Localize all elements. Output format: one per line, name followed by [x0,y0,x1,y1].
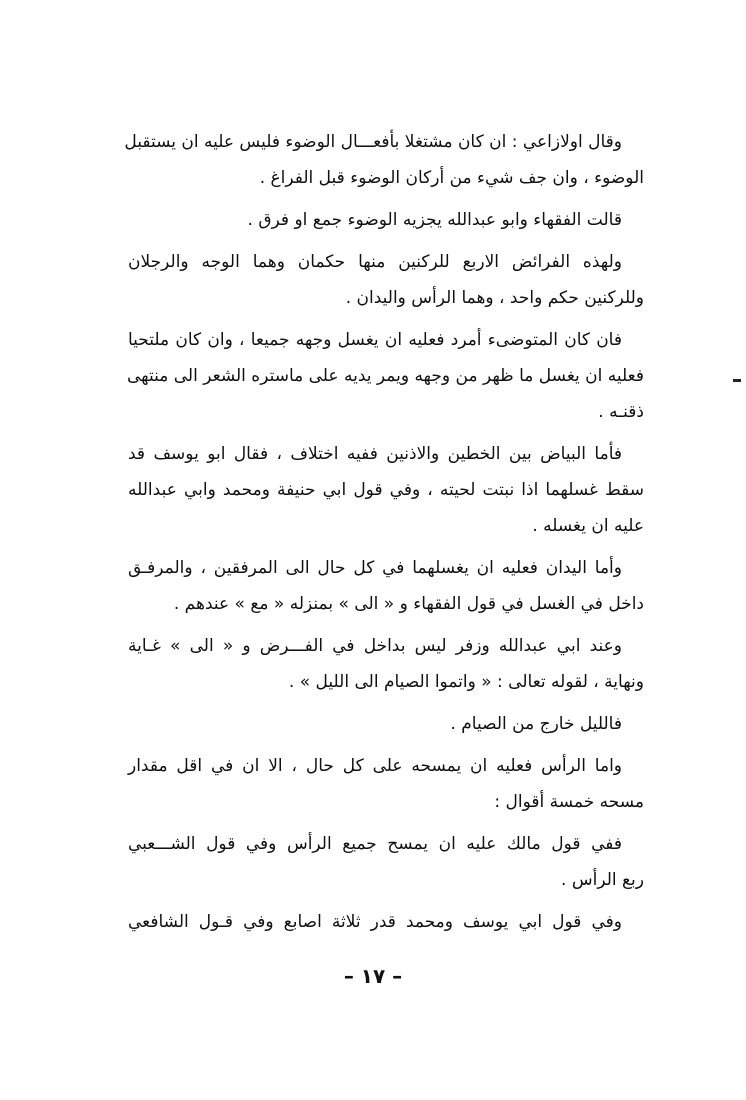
text-line: وللركنين حكم واحد ، وهما الرأس واليدان . [345,288,644,308]
text-line: سقط غسلهما اذا نبتت لحيته ، وفي قول ابي حنيفة ومحمد وابي عبدالله [128,480,644,500]
text-line: فان كان المتوضىء أمرد فعليه ان يغسل وجهه جميعا ، وان كان ملتحيا [128,330,622,350]
body-text [124,124,644,940]
text-line: ولهذه الفرائض الاربع للركنين منها حكمان وهما الوجه والرجلان [128,252,622,272]
text-line: قالت الفقهاء وابو عبدالله يجزيه الوضوء جمع او فرق . [247,210,622,230]
text-line: مسحه خمسة أقوال : [494,792,644,812]
text-line: ونهاية ، لقوله تعالى : « واتموا الصيام الى الليل » . [288,672,644,692]
text-line: داخل في الغسل في قول الفقهاء و « الى » بمنزله « مع » عندهم . [173,594,644,614]
text-line: واما الرأس فعليه ان يمسحه على كل حال ، الا ان في اقل مقدار [128,756,622,776]
text-line: فعليه ان يغسل ما ظهر من وجهه ويمر يديه على ماستره الشعر الى منتهى [126,366,644,386]
paragraph-11 [128,904,644,940]
text-line: وفي قول ابي يوسف ومحمد قدر ثلاثة اصابع وفي قـول الشافعي [128,912,622,932]
text-line: فأما البياض بين الخطين والاذنين ففيه اختلاف ، فقال ابو يوسف قد [128,444,622,464]
paragraph-8 [128,706,644,742]
paragraph-9 [128,748,644,820]
text-line: وأما اليدان فعليه ان يغسلهما في كل حال الى المرفقين ، والمرفـق [128,558,622,578]
paragraph-3 [128,244,644,316]
margin-mark [733,379,741,382]
text-line: ذقنـه . [598,402,644,422]
paragraph-7 [128,628,644,700]
text-line: عليه ان يغسله . [532,516,644,536]
paragraph-1 [124,124,644,196]
paragraph-4 [128,322,644,430]
paragraph-2 [128,202,644,238]
text-line: فالليل خارج من الصيام . [450,714,622,734]
paragraph-5 [128,436,644,544]
page-number: – ١٧ – [343,964,403,988]
text-line: وقال اولازاعي : ان كان مشتغلا بأفعـــال الوضوء فليس عليه ان يستقبل [124,132,622,152]
text-line: وعند ابي عبدالله وزفر ليس بداخل في الفـــرض و « الى » غـاية [128,636,622,656]
text-line: ففي قول مالك عليه ان يمسح جميع الرأس وفي قول الشـــعبي [128,834,622,854]
text-line: الوضوء ، وان جف شيء من أركان الوضوء قبل الفراغ . [259,168,644,188]
text-line: ربع الرأس . [561,870,644,890]
paragraph-6 [128,550,644,622]
paragraph-10 [128,826,644,898]
